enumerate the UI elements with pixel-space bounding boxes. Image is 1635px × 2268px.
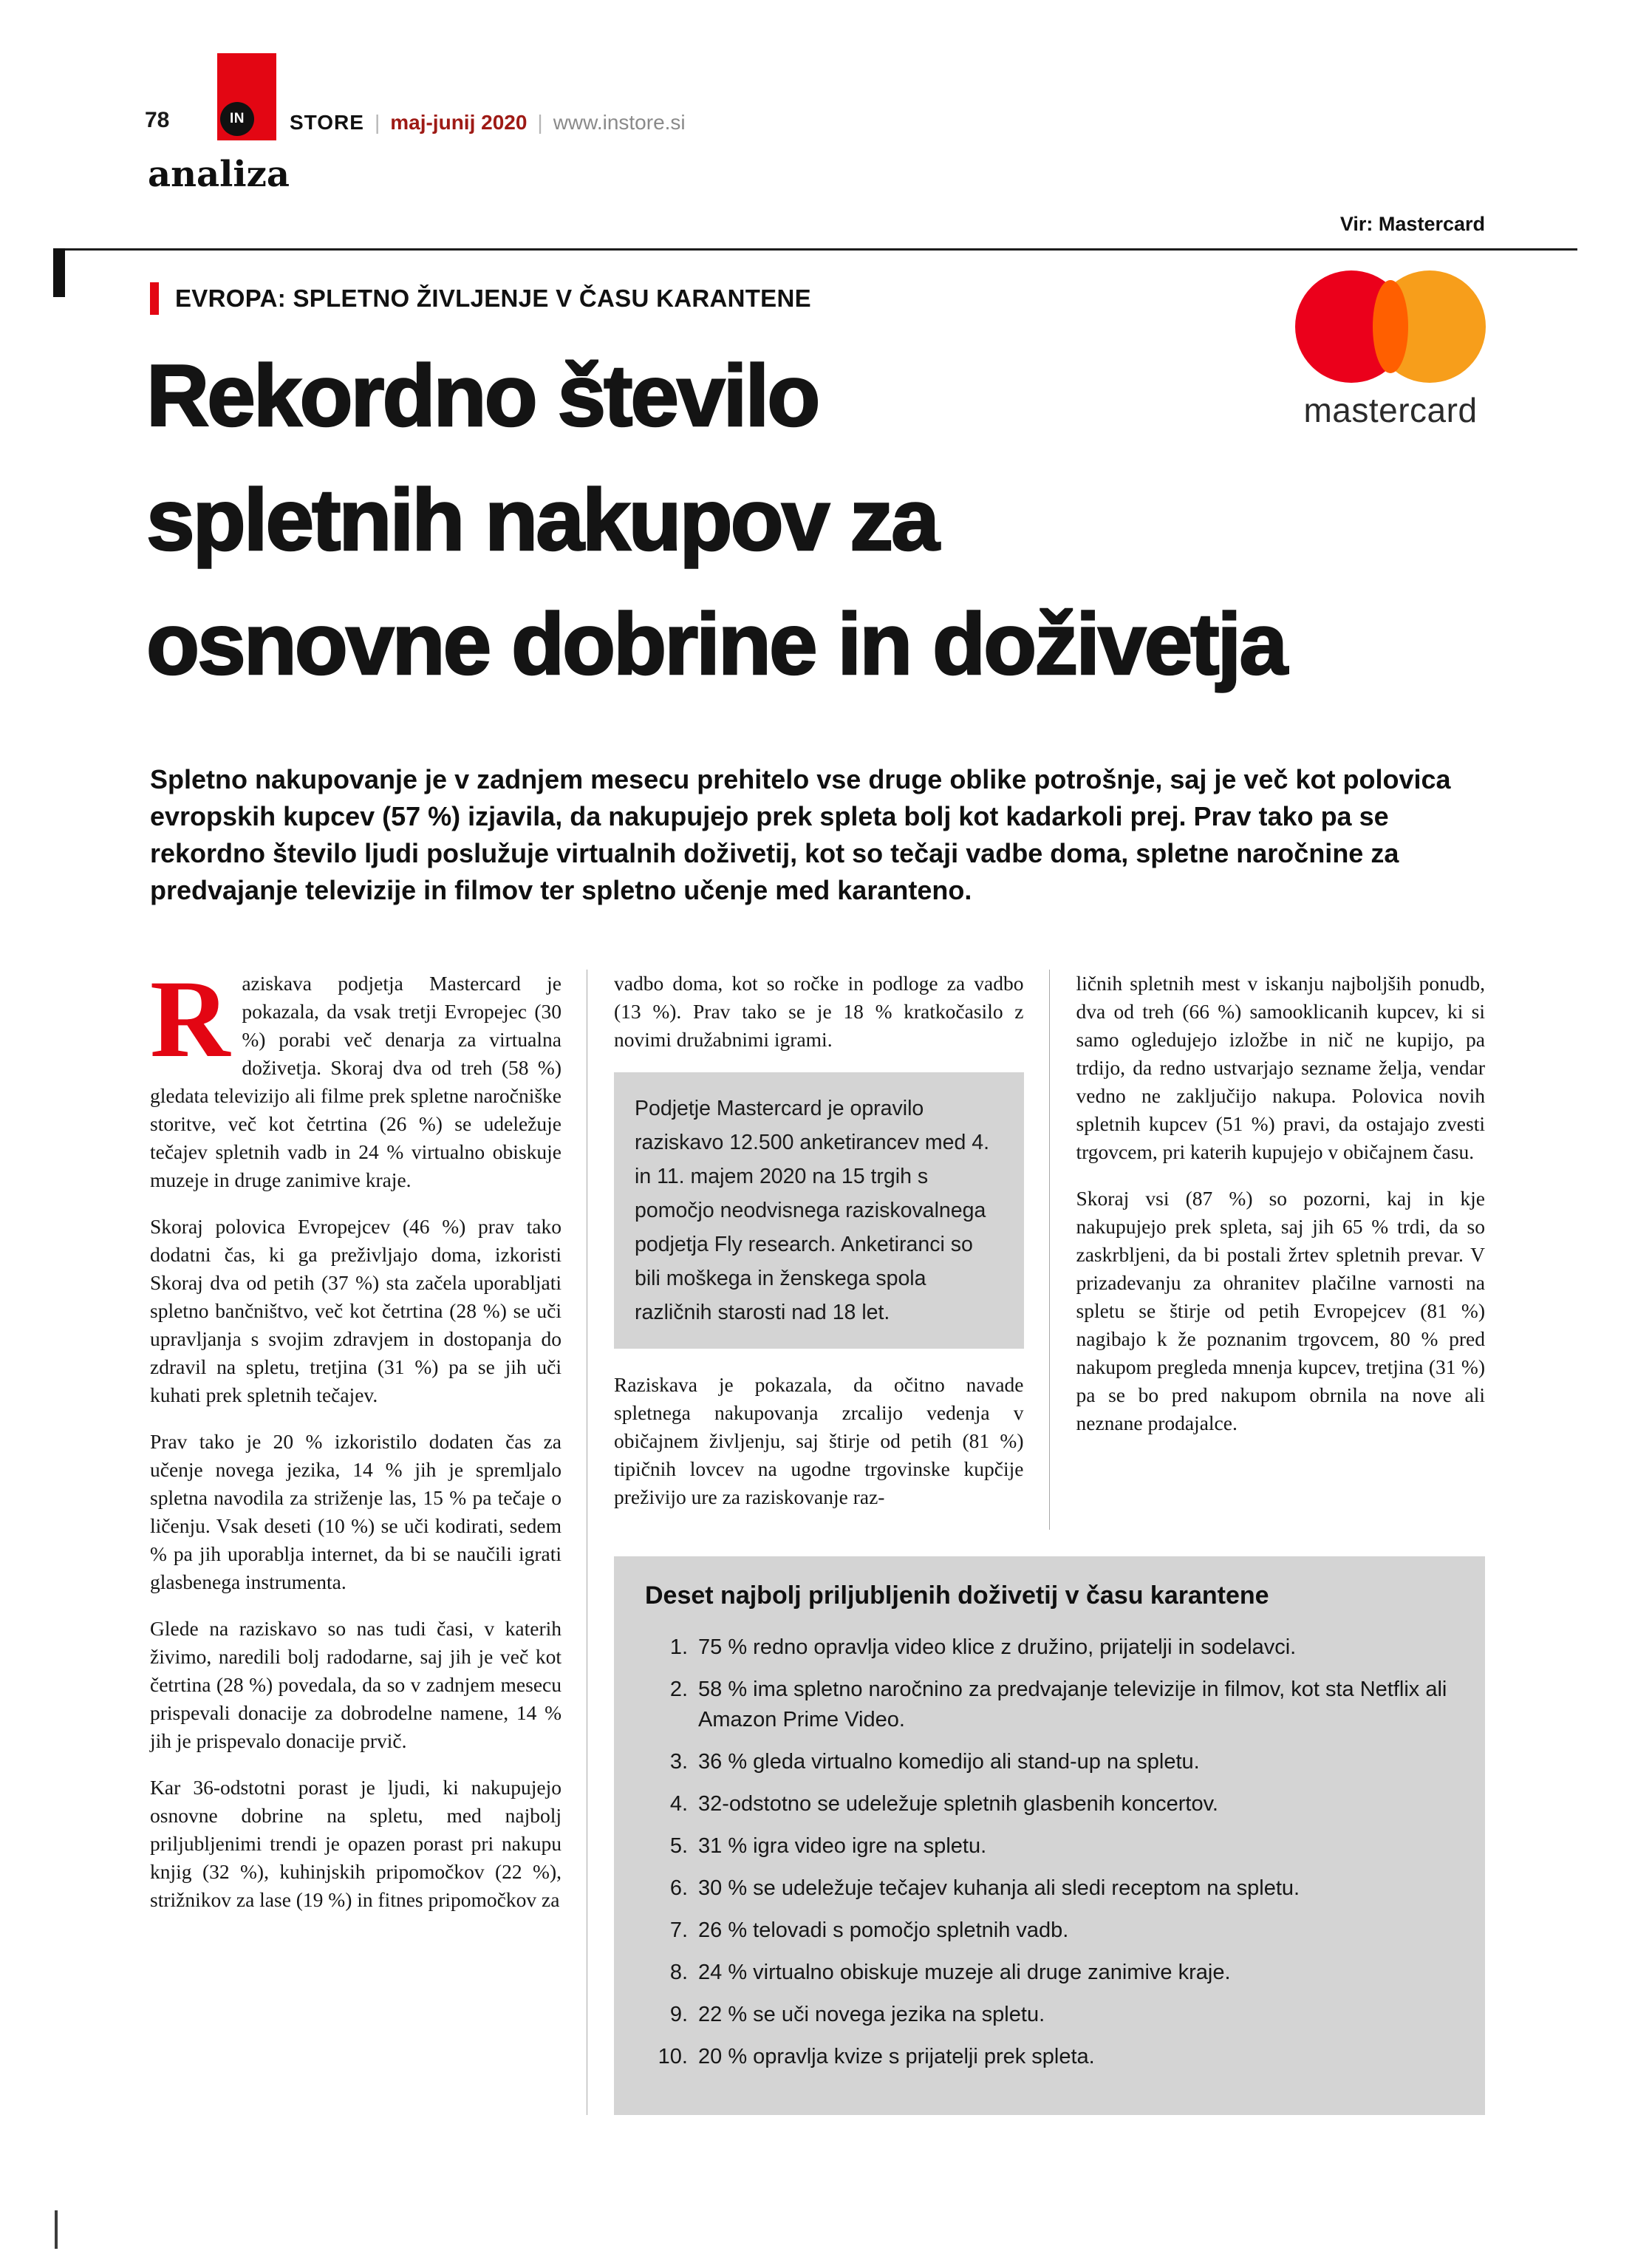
item-number: 8. (669, 1961, 688, 1984)
item-text: 22 % se uči novega jezika na spletu. (698, 2003, 1045, 2026)
body-paragraph: vadbo doma, kot so ročke in podloge za vadbo (13 %). Prav tako se je 18 % kratkočasilo z novimi družabnimi igrami. (614, 972, 1024, 1051)
drop-cap: R (150, 958, 231, 1080)
kicker (150, 282, 811, 315)
item-text: 30 % se udeležuje tečajev kuhanja ali sledi receptom na spletu. (698, 1876, 1300, 1900)
column-2 (614, 970, 1050, 1530)
source-credit: Vir: Mastercard (1339, 213, 1485, 235)
top10-item (645, 1632, 1454, 1663)
body-paragraph: ličnih spletnih mest v iskanju najboljših ponudb, dva od treh (66 %) samooklicanih kupcev, ki si samo ogledujejo izložbe in nič ne kupijo, pa trdijo, da redno ustvarjajo sezname želja, vendar vedno ne zaključijo nakupa. Polovica novih spletnih kupcev (51 %) pravi, da ostajajo zvesti trgovcem, pri katerih kupujejo v običajnem času. (1076, 972, 1485, 1163)
body-paragraph: Raziskava je pokazala, da očitno navade spletnega nakupovanja zrcalijo vedenja v običajnem življenju, saj štirje od petih (81 %) tipičnih lovcev na ugodne trgovinske kupčije preživijo ure za raziskovanje raz- (614, 1373, 1024, 1508)
top10-item (645, 1675, 1454, 1735)
column-1 (150, 958, 587, 2115)
body-paragraph (150, 958, 562, 1194)
item-text: 31 % igra video igre na spletu. (698, 1834, 987, 1858)
header-divider (53, 248, 1577, 251)
top10-item (645, 1831, 1454, 1862)
top10-item (645, 1789, 1454, 1819)
item-text: 24 % virtualno obiskuje muzeje ali druge zanimive kraje. (698, 1961, 1231, 1984)
top10-box (614, 1556, 1485, 2115)
headline-line: Rekordno število (146, 347, 819, 445)
body-paragraph: Glede na raziskavo so nas tudi časi, v katerih živimo, naredili bolj radodarne, saj jih je več kot četrtina (28 %) povedala, da so v zadnjem mesecu prispevali donacije za dobrodelne namene, 14 % jih je prispevalo donacije prvič. (150, 1617, 562, 1752)
top10-item (645, 1747, 1454, 1777)
mastercard-logo (1276, 270, 1505, 430)
instore-logo (217, 53, 276, 140)
item-text: 36 % gleda virtualno komedijo ali stand-up na spletu. (698, 1750, 1200, 1774)
item-text: 20 % opravlja kvize s prijatelji prek spleta. (698, 2045, 1095, 2068)
item-number: 7. (669, 1918, 688, 1942)
article-body (150, 958, 1485, 2115)
item-number: 10. (658, 2045, 688, 2068)
column-3 (1050, 970, 1486, 1530)
kicker-title: EVROPA: SPLETNO ŽIVLJENJE V ČASU KARANTENE (175, 285, 811, 312)
item-text: 75 % redno opravlja video klice z družino, prijatelji in sodelavci. (698, 1635, 1297, 1659)
masthead-issue: maj-junij 2020 (390, 111, 528, 134)
logo-in-text: IN (230, 111, 245, 126)
top10-item (645, 1915, 1454, 1946)
mastercard-wordmark: mastercard (1303, 391, 1478, 429)
headline (146, 334, 1286, 706)
item-number: 5. (669, 1834, 688, 1858)
top10-item (645, 1958, 1454, 1988)
top10-item (645, 1873, 1454, 1904)
masthead (290, 111, 686, 134)
instore-logo-badge (220, 102, 254, 136)
section-title: analiza (148, 154, 290, 195)
mastercard-circles (1295, 270, 1486, 383)
top10-item (645, 2000, 1454, 2030)
corner-mark (53, 248, 65, 297)
item-text: 26 % telovadi s pomočjo spletnih vadb. (698, 1918, 1069, 1942)
body-paragraph: Skoraj polovica Evropejcev (46 %) prav tako dodatni čas, ki ga preživljajo doma, izkoristi Skoraj dva od petih (37 %) sta začela uporabljati spletno bančništvo, več kot četrtina (28 %) se uči upravljanja s svojim zdravjem in dostopanja do zdravil na spletu, tretjina (31 %) pa se jih uči kuhati prek spletnih tečajev. (150, 1215, 562, 1406)
item-number: 2. (669, 1678, 688, 1701)
headline-line: osnovne dobrine in doživetja (146, 596, 1286, 693)
item-number: 6. (669, 1876, 688, 1900)
body-paragraph: Kar 36-odstotni porast je ljudi, ki nakupujejo osnovne dobrine na spletu, med najbolj priljubljenimi trendi je opazen porast pri nakupu knjig (32 %), kuhinjskih pripomočkov (22 %), strižnikov za lase (19 %) in fitnes pripomočkov za (150, 1776, 562, 1911)
masthead-site: www.instore.si (553, 111, 686, 134)
body-paragraph: Prav tako je 20 % izkoristilo dodaten čas za učenje novega jezika, 14 % jih je spremljalo spletna navodila za striženje las, 15 % pa tečaje o ličenju. Vsak deseti (10 %) se uči kodirati, sedem % pa jih uporablja internet, da bi se naučili igrati glasbenega instrumenta. (150, 1430, 562, 1593)
top10-title: Deset najbolj priljubljenih doživetij v času karantene (645, 1581, 1269, 1610)
separator: | (537, 111, 543, 134)
page-number: 78 (145, 108, 170, 132)
kicker-accent-bar (150, 282, 159, 315)
item-text: 58 % ima spletno naročnino za predvajanje televizije in filmov, kot sta Netflix ali Amazon Prime Video. (698, 1678, 1447, 1731)
separator: | (374, 111, 380, 134)
item-number: 3. (669, 1750, 688, 1774)
top10-item (645, 2042, 1454, 2072)
paragraph-text: aziskava podjetja Mastercard je pokazala, da vsak tretji Evropejec (30 %) porabi več denarja za virtualna doživetja. Skoraj dva od treh (58 %) gledata televizijo ali filme prek spletne naročniške storitve, več kot četrtina (26 %) se udeležuje tečajev spletnih vadb in 24 % virtualno obiskuje muzeje in druge zanimive kraje. (150, 972, 562, 1191)
item-text: 32-odstotno se udeležuje spletnih glasbenih koncertov. (698, 1792, 1218, 1816)
body-paragraph: Skoraj vsi (87 %) so pozorni, kaj in kje nakupujejo prek spleta, saj jih 65 % trdi, da so zaskrbljeni, da bi postali žrtev spletnih prevar. V prizadevanju za ohranitev plačilne varnosti na spletu se štirje od petih Evropejcev (81 %) nagibajo k že poznanim trgovcem, 80 % pred nakupom pregleda mnenja kupcev, tretjina (31 %) pa se bo pred nakupom obrnila na nove ali neznane prodajalce. (1076, 1187, 1485, 1434)
methodology-box: Podjetje Mastercard je opravilo raziskavo 12.500 anketirancev med 4. in 11. majem 2020 na 15 trgih s pomočjo neodvisnega raziskovalnega podjetja Fly research. Anketiranci so bili moškega in ženskega spola različnih starosti nad 18 let. (614, 1072, 1024, 1349)
masthead-store: STORE (290, 111, 364, 134)
item-number: 4. (669, 1792, 688, 1816)
top10-list (645, 1632, 1454, 2072)
intro-paragraph: Spletno nakupovanje je v zadnjem mesecu prehitelo vse druge oblike potrošnje, saj je več kot polovica evropskih kupcev (57 %) izjavila, da nakupujejo prek spleta bolj kot kadarkoli prej. Prav tako pa se rekordno število ljudi poslužuje virtualnih doživetij, kot so tečaji vadbe doma, spletne naročnine za predvajanje televizije in filmov ter spletno učenje med karanteno. (150, 764, 1451, 905)
mastercard-overlap (1373, 280, 1408, 373)
columns-2-3-wrapper (587, 970, 1485, 2115)
headline-line: spletnih nakupov za (146, 471, 938, 569)
bottom-corner-mark (55, 2210, 58, 2249)
item-number: 9. (669, 2003, 688, 2026)
item-number: 1. (669, 1635, 688, 1659)
